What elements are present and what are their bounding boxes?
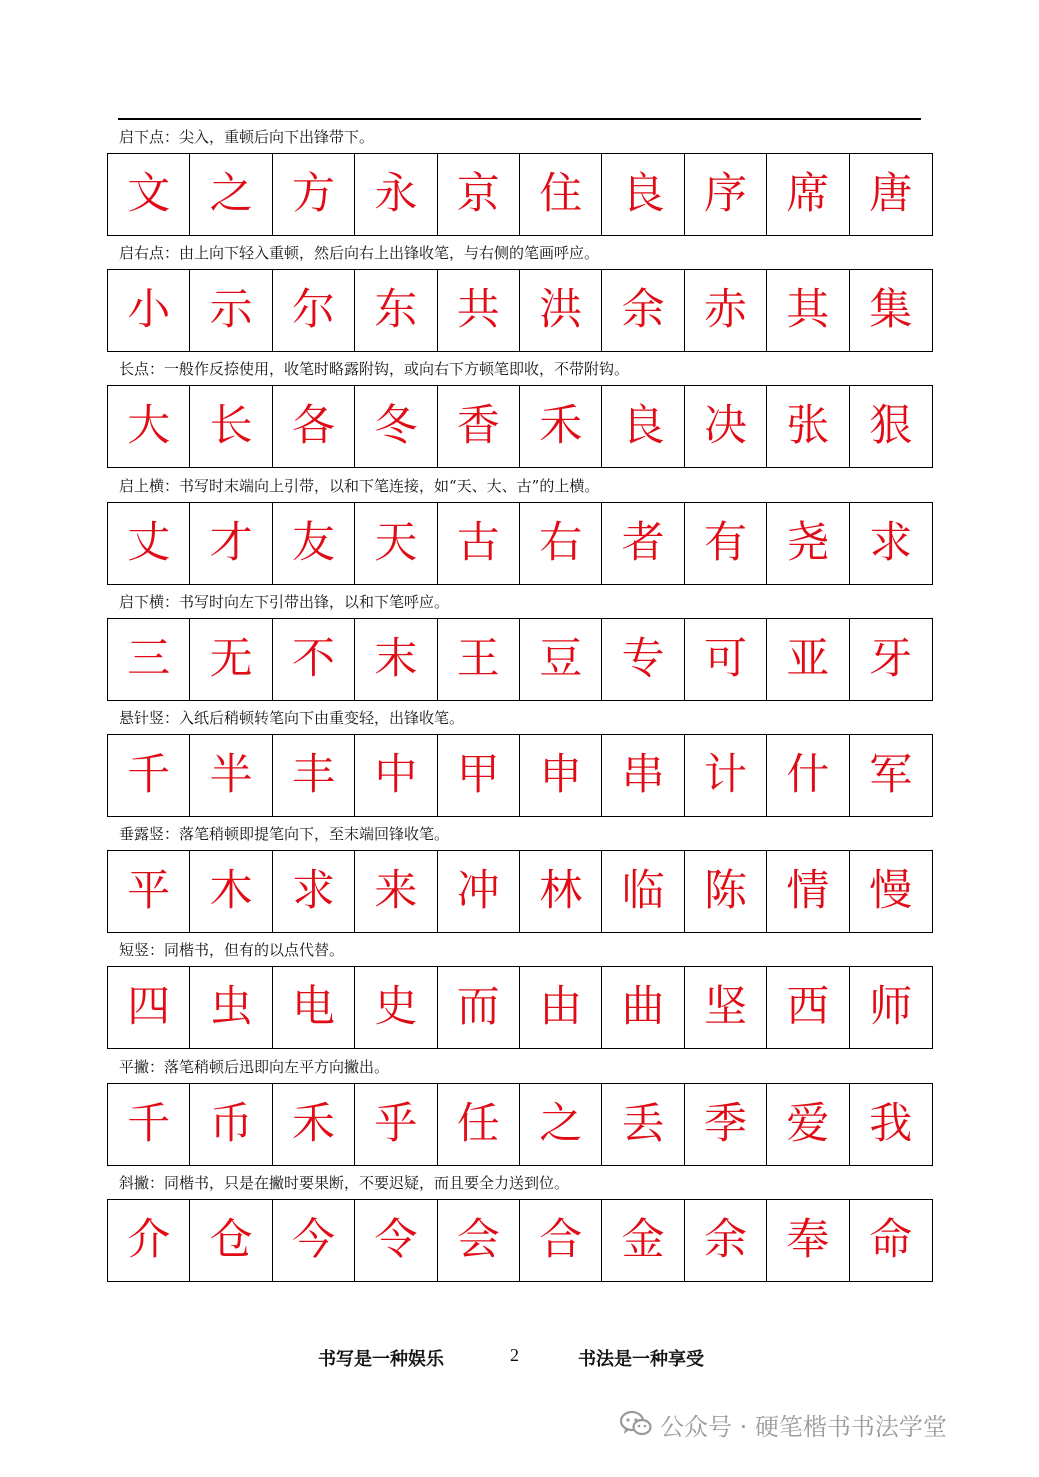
character-cell: 之 (520, 1084, 602, 1165)
character-cell: 禾 (273, 1084, 355, 1165)
character-cell: 临 (602, 851, 684, 932)
character-cell: 牙 (869, 633, 913, 684)
section-caption: 悬针竖：入纸后稍顿转笔向下由重变轻，出锋收笔。 (119, 708, 465, 727)
character-grid (107, 502, 933, 585)
character-cell: 冲 (438, 851, 520, 932)
page-footer (0, 1345, 1039, 1371)
character-cell: 情 (767, 851, 849, 932)
character-grid (107, 734, 933, 817)
character-cell: 三 (108, 619, 190, 700)
character-cell: 求 (273, 851, 355, 932)
character-cell: 由 (520, 967, 602, 1048)
character-cell: 集 (869, 285, 913, 336)
character-cell: 什 (767, 735, 849, 816)
section-changdian (107, 356, 933, 472)
footer-slogan-right: 书法是一种享受 (578, 1349, 704, 1370)
character-cell: 良 (602, 386, 684, 467)
character-cell: 余 (602, 270, 684, 351)
character-cell: 币 (190, 1084, 272, 1165)
section-caption: 启右点：由上向下轻入重顿，然后向右上出锋收笔，与右侧的笔画呼应。 (119, 244, 600, 263)
character-cell: 串 (602, 735, 684, 816)
character-cell: 长 (190, 386, 272, 467)
character-cell: 豆 (520, 619, 602, 700)
character-grid (107, 1199, 933, 1282)
character-cell: 求 (869, 517, 913, 568)
character-cell: 住 (520, 154, 602, 235)
character-cell: 慢 (869, 866, 913, 917)
section-xuanzhenshu (107, 705, 933, 821)
character-cell: 令 (355, 1200, 437, 1281)
character-cell: 洪 (520, 270, 602, 351)
section-chuilushu (107, 821, 933, 937)
character-cell: 史 (355, 967, 437, 1048)
section-caption: 短竖：同楷书，但有的以点代替。 (119, 941, 345, 960)
section-pingpie (107, 1054, 933, 1170)
character-cell: 禾 (520, 386, 602, 467)
stroke-sections (107, 124, 933, 1286)
character-grid (107, 966, 933, 1049)
character-cell: 今 (273, 1200, 355, 1281)
character-cell: 季 (685, 1084, 767, 1165)
character-cell: 小 (108, 270, 190, 351)
character-cell: 林 (520, 851, 602, 932)
watermark-text: 公众号 · 硬笔楷书书法学堂 (660, 1412, 947, 1441)
character-cell: 四 (108, 967, 190, 1048)
character-cell: 共 (438, 270, 520, 351)
character-cell: 而 (438, 967, 520, 1048)
character-cell: 千 (108, 1084, 190, 1165)
character-cell: 文 (108, 154, 190, 235)
page-number: 2 (510, 1345, 519, 1365)
character-grid (107, 153, 933, 236)
wechat-icon (620, 1410, 652, 1438)
section-xiepie (107, 1170, 933, 1286)
section-caption: 垂露竖：落笔稍顿即提笔向下，至末端回锋收笔。 (119, 825, 450, 844)
section-duanshu (107, 937, 933, 1053)
character-cell: 东 (355, 270, 437, 351)
character-cell: 无 (190, 619, 272, 700)
character-cell: 任 (438, 1084, 520, 1165)
character-cell: 平 (108, 851, 190, 932)
character-cell: 示 (190, 270, 272, 351)
character-cell: 狠 (869, 401, 913, 452)
character-cell: 方 (273, 154, 355, 235)
character-cell: 香 (438, 386, 520, 467)
character-cell: 赤 (685, 270, 767, 351)
character-cell: 金 (602, 1200, 684, 1281)
character-cell: 陈 (685, 851, 767, 932)
character-cell: 半 (190, 735, 272, 816)
section-caption: 启上横：书写时末端向上引带，以和下笔连接，如“天、大、古”的上横。 (119, 476, 600, 495)
character-cell: 其 (767, 270, 849, 351)
footer-slogan-left: 书写是一种娱乐 (318, 1349, 444, 1370)
character-cell: 专 (602, 619, 684, 700)
character-cell: 决 (685, 386, 767, 467)
character-cell: 甲 (438, 735, 520, 816)
section-caption: 启下点：尖入，重顿后向下出锋带下。 (119, 128, 375, 146)
character-cell: 席 (767, 154, 849, 235)
character-cell: 奉 (767, 1200, 849, 1281)
character-cell: 介 (108, 1200, 190, 1281)
character-cell: 西 (767, 967, 849, 1048)
character-cell: 者 (602, 503, 684, 584)
character-cell: 大 (108, 386, 190, 467)
character-grid (107, 269, 933, 352)
character-cell: 尔 (273, 270, 355, 351)
character-cell: 序 (685, 154, 767, 235)
character-cell: 军 (869, 749, 913, 800)
character-cell: 丰 (273, 735, 355, 816)
character-grid (107, 850, 933, 933)
section-caption: 启下横：书写时向左下引带出锋，以和下笔呼应。 (119, 592, 450, 611)
character-cell: 才 (190, 503, 272, 584)
character-cell: 天 (355, 503, 437, 584)
character-cell: 丢 (602, 1084, 684, 1165)
character-cell: 余 (685, 1200, 767, 1281)
character-cell: 来 (355, 851, 437, 932)
character-cell: 申 (520, 735, 602, 816)
character-cell: 会 (438, 1200, 520, 1281)
section-caption: 斜撇：同楷书，只是在撇时要果断，不要迟疑，而且要全力送到位。 (119, 1173, 570, 1192)
character-cell: 末 (355, 619, 437, 700)
character-cell: 坚 (685, 967, 767, 1048)
character-cell: 曲 (602, 967, 684, 1048)
character-cell: 我 (869, 1098, 913, 1149)
section-qixiaheng (107, 589, 933, 705)
character-cell: 中 (355, 735, 437, 816)
character-cell: 仓 (190, 1200, 272, 1281)
character-grid (107, 385, 933, 468)
section-caption: 平撇：落笔稍顿后迅即向左平方向撇出。 (119, 1057, 390, 1076)
character-cell: 各 (273, 386, 355, 467)
character-cell: 计 (685, 735, 767, 816)
character-cell: 冬 (355, 386, 437, 467)
watermark (620, 1404, 947, 1444)
section-qiyoudian (107, 240, 933, 356)
section-caption: 长点：一般作反捺使用，收笔时略露附钩，或向右下方顿笔即收，不带附钩。 (119, 360, 630, 379)
character-cell: 王 (438, 619, 520, 700)
section-qishangheng (107, 473, 933, 589)
character-cell: 虫 (190, 967, 272, 1048)
character-cell: 古 (438, 503, 520, 584)
character-cell: 木 (190, 851, 272, 932)
character-cell: 电 (273, 967, 355, 1048)
character-cell: 良 (602, 154, 684, 235)
character-cell: 千 (108, 735, 190, 816)
character-cell: 京 (438, 154, 520, 235)
character-cell: 有 (685, 503, 767, 584)
character-cell: 右 (520, 503, 602, 584)
character-cell: 丈 (108, 503, 190, 584)
character-cell: 不 (273, 619, 355, 700)
character-cell: 合 (520, 1200, 602, 1281)
character-cell: 乎 (355, 1084, 437, 1165)
section-qixiadian (107, 124, 933, 240)
header-rule (118, 118, 921, 120)
character-cell: 命 (869, 1214, 913, 1265)
character-cell: 友 (273, 503, 355, 584)
character-cell: 永 (355, 154, 437, 235)
character-grid (107, 1083, 933, 1166)
character-cell: 亚 (767, 619, 849, 700)
character-cell: 张 (767, 386, 849, 467)
character-cell: 师 (869, 982, 913, 1033)
character-grid (107, 618, 933, 701)
character-cell: 唐 (869, 169, 913, 219)
character-cell: 爱 (767, 1084, 849, 1165)
character-cell: 可 (685, 619, 767, 700)
character-cell: 之 (190, 154, 272, 235)
character-cell: 尧 (767, 503, 849, 584)
